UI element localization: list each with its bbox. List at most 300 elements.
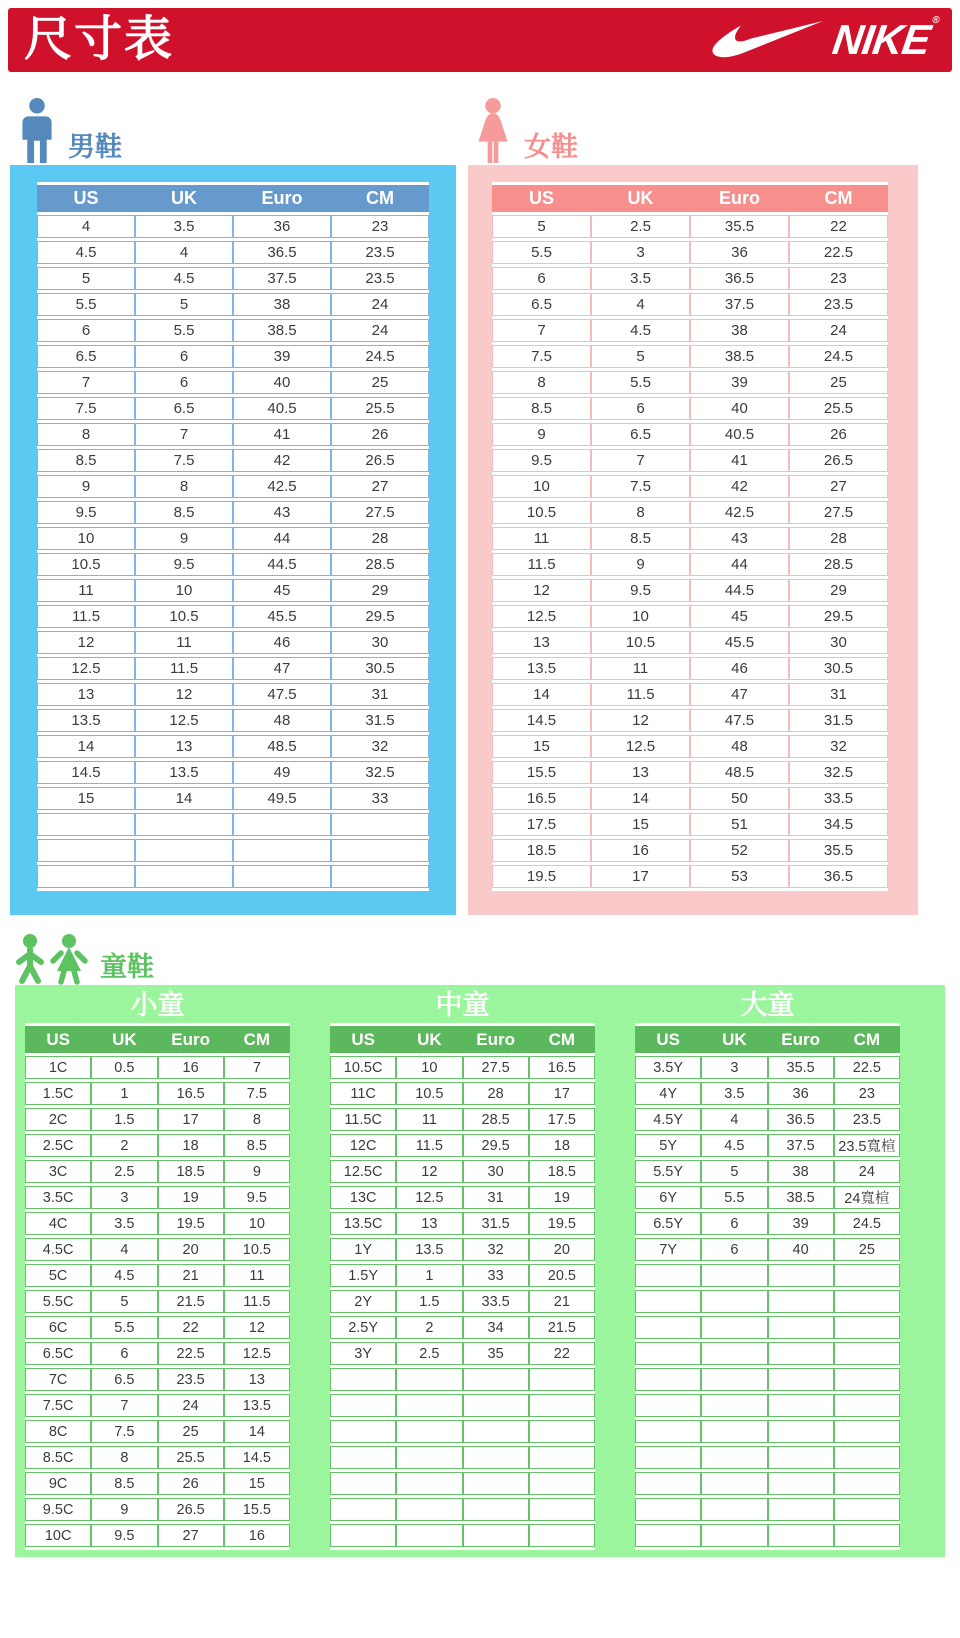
table-cell: 40.5 [233,397,331,420]
table-cell: 40 [690,397,789,420]
table-cell [635,1446,701,1469]
table-cell: 51 [690,813,789,836]
table-row [330,1316,595,1339]
table-cell: 13.5 [396,1238,462,1261]
table-cell: 11.5 [492,553,591,576]
table-cell: 4.5 [91,1264,157,1287]
table-cell: 24 [331,319,429,342]
table-cell: 13 [591,761,690,784]
women-table [468,165,918,891]
table-row [492,735,888,758]
table-cell: 16 [591,839,690,862]
header-row [37,185,429,212]
table-cell: 15 [37,787,135,810]
kids-small-title: 小童 [130,990,185,1020]
table-cell: 4.5Y [635,1108,701,1131]
size-table [635,1023,900,1550]
table-cell: 20 [529,1238,595,1261]
table-cell: 24.5 [331,345,429,368]
kids-small-table [25,1023,290,1550]
table-cell: 8 [591,501,690,524]
table-cell: 16 [224,1524,290,1547]
table-cell: 7.5 [591,475,690,498]
table-row [330,1290,595,1313]
table-cell: 15 [224,1472,290,1495]
kids-section-label [14,933,154,985]
table-row [492,787,888,810]
header-banner [8,8,952,72]
table-cell: 4 [37,215,135,238]
table-cell [701,1342,767,1365]
column-header: CM [224,1026,290,1053]
table-cell: 26.5 [158,1498,224,1521]
table-cell: 48.5 [233,735,331,758]
table-cell [701,1420,767,1443]
table-cell: 6.5C [25,1342,91,1365]
table-row [635,1316,900,1339]
table-cell: 19.5 [492,865,591,888]
men-section-title: 男鞋 [68,132,122,162]
table-cell: 28.5 [789,553,888,576]
table-cell: 37.5 [768,1134,834,1157]
table-cell [635,1420,701,1443]
table-cell: 10 [135,579,233,602]
table-row [37,735,429,758]
table-cell: 9.5 [591,579,690,602]
table-cell: 10 [591,605,690,628]
table-cell: 13.5 [224,1394,290,1417]
table-cell: 9.5 [91,1524,157,1547]
table-row [635,1082,900,1105]
table-row [37,683,429,706]
kids-section-title: 童鞋 [100,952,154,982]
table-cell: 37.5 [690,293,789,316]
table-cell: 23.5 [789,293,888,316]
table-cell [37,813,135,836]
table-row [330,1472,595,1495]
table-cell: 12 [37,631,135,654]
kids-medium-block [330,989,595,1550]
table-cell: 12 [591,709,690,732]
table-cell: 9.5 [135,553,233,576]
table-cell: 1.5 [91,1108,157,1131]
table-cell: 5 [135,293,233,316]
table-cell: 3.5Y [635,1056,701,1079]
column-header: UK [396,1026,462,1053]
table-cell [330,1498,396,1521]
table-row [635,1108,900,1131]
table-cell: 48 [690,735,789,758]
table-row [37,553,429,576]
size-table [492,182,888,891]
table-cell: 1.5C [25,1082,91,1105]
table-row [37,293,429,316]
table-cell: 2.5C [25,1134,91,1157]
table-cell [635,1524,701,1547]
table-cell: 4 [91,1238,157,1261]
table-cell: 5.5 [135,319,233,342]
column-header: Euro [768,1026,834,1053]
table-cell [768,1368,834,1391]
page-title: 尺寸表 [24,13,175,66]
table-row [635,1056,900,1079]
table-cell [635,1394,701,1417]
table-cell [463,1368,529,1391]
table-cell [701,1368,767,1391]
table-cell: 5 [591,345,690,368]
table-row [492,631,888,654]
table-cell: 8C [25,1420,91,1443]
table-row [635,1498,900,1521]
table-row [492,345,888,368]
table-cell: 11.5C [330,1108,396,1131]
table-cell: 31 [331,683,429,706]
table-cell: 3 [591,241,690,264]
table-row [492,683,888,706]
table-cell: 7 [224,1056,290,1079]
table-cell: 28 [331,527,429,550]
table-cell: 38 [768,1160,834,1183]
table-cell: 12C [330,1134,396,1157]
table-cell: 5 [492,215,591,238]
table-cell [635,1316,701,1339]
table-cell: 13.5 [135,761,233,784]
table-cell: 3C [25,1160,91,1183]
table-row [492,709,888,732]
table-cell [330,1446,396,1469]
column-header: CM [331,185,429,212]
table-cell: 10 [37,527,135,550]
table-cell: 48.5 [690,761,789,784]
table-cell: 27.5 [331,501,429,524]
table-cell: 7.5 [135,449,233,472]
table-row [37,319,429,342]
table-cell [768,1264,834,1287]
column-header: UK [591,185,690,212]
table-cell: 25.5 [331,397,429,420]
table-cell [834,1524,900,1547]
table-cell: 14 [224,1420,290,1443]
table-cell: 2C [25,1108,91,1131]
table-cell: 13 [492,631,591,654]
women-panel [468,165,918,915]
table-cell: 10 [492,475,591,498]
table-cell [396,1446,462,1469]
table-cell: 5.5 [591,371,690,394]
table-cell: 11.5 [396,1134,462,1157]
table-row [492,449,888,472]
table-row [25,1186,290,1209]
table-cell: 50 [690,787,789,810]
table-cell: 16.5 [158,1082,224,1105]
table-row [37,839,429,862]
table-cell: 5.5Y [635,1160,701,1183]
table-cell: 2 [396,1316,462,1339]
table-cell: 31 [789,683,888,706]
table-cell: 13 [37,683,135,706]
table-cell: 14 [591,787,690,810]
table-cell: 16 [158,1056,224,1079]
table-cell: 6 [37,319,135,342]
table-cell: 12 [396,1160,462,1183]
table-cell: 44.5 [233,553,331,576]
table-row [25,1056,290,1079]
table-cell [463,1446,529,1469]
table-row [37,345,429,368]
table-cell: 5.5 [91,1316,157,1339]
table-cell: 10.5 [492,501,591,524]
table-cell: 14.5 [37,761,135,784]
table-cell: 26 [158,1472,224,1495]
table-cell: 44 [690,553,789,576]
table-cell: 49.5 [233,787,331,810]
table-cell: 22 [789,215,888,238]
table-cell: 2.5 [91,1160,157,1183]
table-cell [834,1394,900,1417]
table-cell [834,1420,900,1443]
table-cell: 43 [233,501,331,524]
table-cell: 9 [91,1498,157,1521]
table-row [37,579,429,602]
table-cell: 4 [135,241,233,264]
kids-small-block [25,989,290,1550]
table-cell: 8.5C [25,1446,91,1469]
table-cell [834,1342,900,1365]
table-cell [233,839,331,862]
table-cell: 20 [158,1238,224,1261]
table-cell: 26.5 [789,449,888,472]
table-cell: 1.5Y [330,1264,396,1287]
table-row [492,553,888,576]
table-cell: 29 [331,579,429,602]
table-cell: 9 [135,527,233,550]
table-cell: 39 [233,345,331,368]
table-row [37,423,429,446]
kids-large-table [635,1023,900,1550]
table-cell: 38.5 [690,345,789,368]
table-cell: 10 [224,1212,290,1235]
table-cell: 12.5 [224,1342,290,1365]
table-cell: 36.5 [233,241,331,264]
kids-large-block [635,989,900,1550]
table-cell: 36.5 [789,865,888,888]
column-header: Euro [690,185,789,212]
table-cell: 4.5 [37,241,135,264]
table-row [492,267,888,290]
table-row [635,1238,900,1261]
table-cell: 28 [789,527,888,550]
table-row [37,501,429,524]
table-cell [768,1394,834,1417]
table-cell [768,1316,834,1339]
table-cell: 22 [158,1316,224,1339]
table-row [492,397,888,420]
table-cell: 13.5 [37,709,135,732]
table-cell: 11.5 [224,1290,290,1313]
table-cell: 7.5C [25,1394,91,1417]
header-row [25,1026,290,1053]
table-cell [135,865,233,888]
nike-swoosh-icon [705,19,825,61]
table-cell: 38 [690,319,789,342]
table-cell: 3.5 [591,267,690,290]
table-cell [529,1472,595,1495]
kids-medium-table [330,1023,595,1550]
table-cell: 3 [701,1056,767,1079]
table-cell: 48 [233,709,331,732]
table-cell: 31.5 [463,1212,529,1235]
table-row [37,397,429,420]
men-panel [10,165,456,915]
table-cell: 12 [135,683,233,706]
table-cell: 6 [492,267,591,290]
table-cell: 23.5 [331,241,429,264]
table-cell [529,1524,595,1547]
table-row [37,865,429,888]
header-row [492,185,888,212]
table-cell: 27.5 [463,1056,529,1079]
table-cell: 5.5C [25,1290,91,1313]
table-row [37,787,429,810]
table-cell: 20.5 [529,1264,595,1287]
table-cell: 39 [690,371,789,394]
table-row [330,1524,595,1547]
table-cell: 10.5 [37,553,135,576]
table-row [25,1498,290,1521]
children-icon [14,933,92,985]
table-cell [463,1524,529,1547]
column-header: US [635,1026,701,1053]
column-header: Euro [158,1026,224,1053]
table-cell: 14 [37,735,135,758]
table-cell: 21.5 [529,1316,595,1339]
table-cell: 15.5 [224,1498,290,1521]
table-cell: 16.5 [492,787,591,810]
table-cell [834,1498,900,1521]
table-cell: 42 [690,475,789,498]
table-row [330,1238,595,1261]
table-cell: 22.5 [834,1056,900,1079]
table-cell: 6.5 [37,345,135,368]
table-cell [135,839,233,862]
table-cell: 8.5 [135,501,233,524]
table-row [37,449,429,472]
table-cell: 9 [37,475,135,498]
table-row [492,215,888,238]
table-cell: 1Y [330,1238,396,1261]
table-cell [233,813,331,836]
table-row [37,813,429,836]
table-cell: 19.5 [158,1212,224,1235]
table-row [635,1368,900,1391]
table-cell: 5 [37,267,135,290]
table-cell: 28.5 [463,1108,529,1131]
table-cell: 39 [768,1212,834,1235]
table-cell: 19.5 [529,1212,595,1235]
table-row [492,605,888,628]
column-header: UK [91,1026,157,1053]
table-cell: 52 [690,839,789,862]
table-cell: 9C [25,1472,91,1495]
column-header: Euro [463,1026,529,1053]
table-row [492,527,888,550]
table-row [330,1264,595,1287]
table-cell: 33.5 [463,1290,529,1313]
table-cell: 6.5Y [635,1212,701,1235]
table-row [37,631,429,654]
table-cell [330,1394,396,1417]
table-row [25,1394,290,1417]
table-cell: 25 [158,1420,224,1443]
table-row [25,1290,290,1313]
table-cell: 11.5 [37,605,135,628]
table-cell: 13.5 [492,657,591,680]
table-cell: 30 [331,631,429,654]
table-cell [463,1394,529,1417]
table-cell: 45.5 [690,631,789,654]
table-cell: 10.5 [396,1082,462,1105]
table-cell: 13.5C [330,1212,396,1235]
table-cell: 0.5 [91,1056,157,1079]
table-cell: 29.5 [463,1134,529,1157]
table-cell: 25 [834,1238,900,1261]
table-cell: 9 [224,1160,290,1183]
column-header: CM [834,1026,900,1053]
table-cell: 42.5 [233,475,331,498]
table-row [330,1160,595,1183]
table-cell: 18.5 [158,1160,224,1183]
table-cell [701,1394,767,1417]
table-cell: 38.5 [768,1186,834,1209]
table-cell: 5.5 [701,1186,767,1209]
table-cell: 6.5 [91,1368,157,1391]
table-cell: 9.5C [25,1498,91,1521]
table-cell: 27 [158,1524,224,1547]
table-cell: 10.5 [224,1238,290,1261]
table-row [25,1420,290,1443]
table-row [25,1368,290,1391]
table-cell: 6 [91,1342,157,1365]
table-row [492,293,888,316]
table-cell: 16.5 [529,1056,595,1079]
table-cell: 14 [492,683,591,706]
header-row [330,1026,595,1053]
table-cell: 53 [690,865,789,888]
table-cell: 8.5 [224,1134,290,1157]
table-cell: 1 [91,1082,157,1105]
table-cell: 7.5 [37,397,135,420]
table-cell: 26 [789,423,888,446]
table-cell: 31.5 [789,709,888,732]
table-cell [834,1368,900,1391]
table-cell [330,1420,396,1443]
table-cell: 5C [25,1264,91,1287]
table-cell: 14 [135,787,233,810]
table-cell: 28 [463,1082,529,1105]
table-cell: 6 [135,371,233,394]
table-row [492,813,888,836]
table-cell: 35.5 [690,215,789,238]
table-row [25,1212,290,1235]
kids-panel [15,985,945,1557]
table-cell: 10 [396,1056,462,1079]
table-cell [701,1472,767,1495]
table-cell [635,1498,701,1521]
table-cell: 14.5 [492,709,591,732]
table-cell: 32 [463,1238,529,1261]
table-row [492,371,888,394]
table-cell: 21.5 [158,1290,224,1313]
